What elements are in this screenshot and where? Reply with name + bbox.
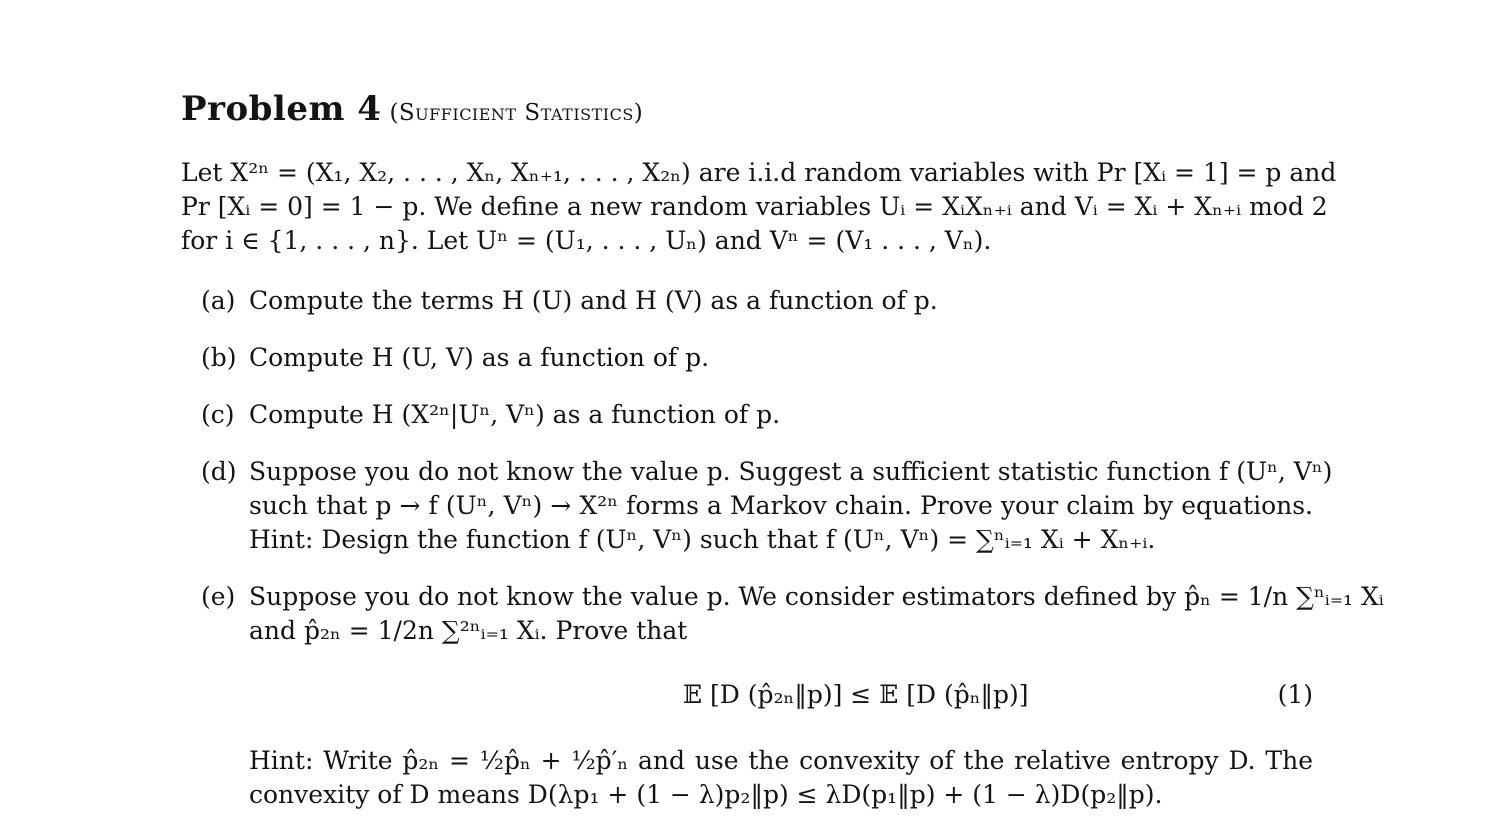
part-d xyxy=(181,455,1333,557)
part-e-hint-line-2: convexity of D means D(λp₁ + (1 − λ)p₂‖p) ≤ λD(p₁‖p) + (1 − λ)D(p₂‖p). xyxy=(249,780,1163,809)
problem-title: Problem 4 xyxy=(181,89,382,129)
part-e-hint-line-1: Hint: Write p̂₂ₙ = ½p̂ₙ + ½p̂′ₙ and use the convexity of the relative entropy D. The xyxy=(249,746,1313,775)
display-equation xyxy=(249,678,1313,718)
intro-line-1: Let X²ⁿ = (X₁, X₂, . . . , Xₙ, Xₙ₊₁, . . . , X₂ₙ) are i.i.d random variables with Pr [Xᵢ = 1] = p and xyxy=(181,158,1337,187)
problem-parts xyxy=(181,284,1384,812)
part-hint: Hint: Design the function f (Uⁿ, Vⁿ) such that f (Uⁿ, Vⁿ) = ∑ⁿᵢ₌₁ Xᵢ + Xₙ₊ᵢ. xyxy=(249,525,1156,554)
part-text: Compute H (X²ⁿ|Uⁿ, Vⁿ) as a function of p. xyxy=(249,400,781,429)
part-a xyxy=(181,284,1313,318)
intro-line-3: for i ∈ {1, . . . , n}. Let Uⁿ = (U₁, . . . , Uₙ) and Vⁿ = (V₁ . . . , Vₙ). xyxy=(181,226,992,255)
problem-intro xyxy=(181,156,1337,258)
part-b xyxy=(181,341,1313,375)
part-text: and p̂₂ₙ = 1/2n ∑²ⁿᵢ₌₁ Xᵢ. Prove that xyxy=(249,616,688,645)
part-text: such that p → f (Uⁿ, Vⁿ) → X²ⁿ forms a Markov chain. Prove your claim by equations. xyxy=(249,491,1313,520)
part-text: Suppose you do not know the value p. We consider estimators defined by p̂ₙ = 1/n ∑ⁿᵢ₌₁ Xᵢ xyxy=(249,582,1384,611)
part-label: (a) xyxy=(201,286,236,315)
part-text: Compute the terms H (U) and H (V) as a function of p. xyxy=(249,286,938,315)
equation-body: 𝔼 [D (p̂₂ₙ‖p)] ≤ 𝔼 [D (p̂ₙ‖p)] xyxy=(683,680,1029,709)
intro-line-2: Pr [Xᵢ = 0] = 1 − p. We define a new random variables Uᵢ = XᵢXₙ₊ᵢ and Vᵢ = Xᵢ + Xₙ₊ᵢ mod 2 xyxy=(181,192,1328,221)
problem-subtitle: (Sufficient Statistics) xyxy=(389,100,644,126)
part-label: (d) xyxy=(201,457,237,486)
part-text: Suppose you do not know the value p. Suggest a sufficient statistic function f (Uⁿ, Vⁿ) xyxy=(249,457,1333,486)
part-label: (b) xyxy=(201,343,237,372)
part-c xyxy=(181,398,1313,432)
part-e xyxy=(181,580,1384,812)
problem-heading xyxy=(181,84,1313,134)
equation-number: (1) xyxy=(1277,680,1313,709)
part-label: (c) xyxy=(201,400,235,429)
problem-page xyxy=(181,84,1384,835)
part-text: Compute H (U, V) as a function of p. xyxy=(249,343,710,372)
part-label: (e) xyxy=(201,582,236,611)
